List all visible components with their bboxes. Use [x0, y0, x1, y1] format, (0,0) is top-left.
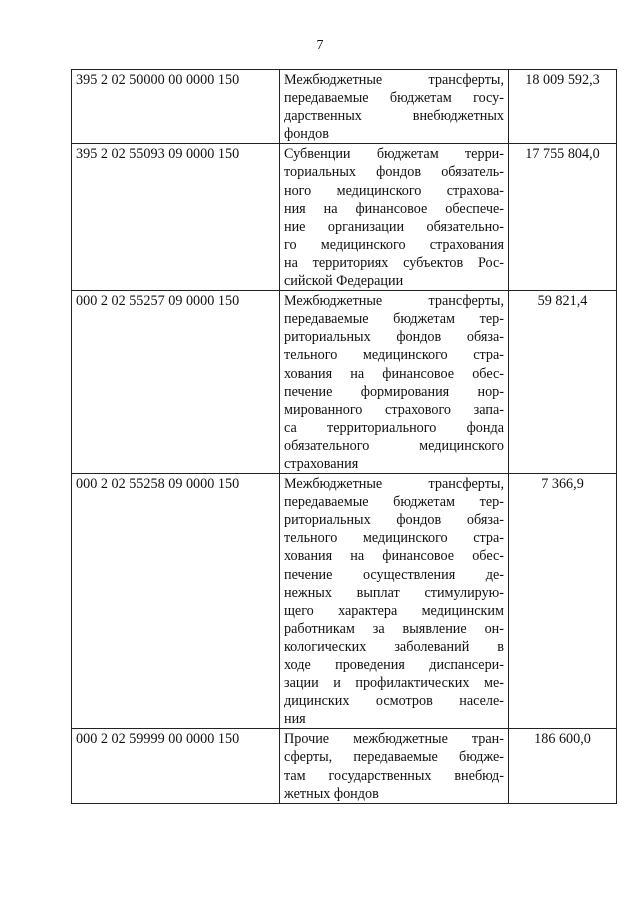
- description-line: печение осуществления де-: [284, 566, 504, 583]
- description-line: дицинских осмотров населе-: [284, 693, 504, 710]
- description-line: ного медицинского страхова-: [284, 182, 504, 199]
- description-line: мированного страхового запа-: [284, 401, 504, 418]
- description-line: печение формирования нор-: [284, 383, 504, 400]
- description-line: там государственных внебюд-: [284, 767, 504, 784]
- budget-classification-code: 395 2 02 50000 00 0000 150: [72, 70, 280, 144]
- amount-value: 18 009 592,3: [509, 70, 617, 144]
- revenue-description: [280, 729, 509, 803]
- revenue-description: [280, 70, 509, 144]
- description-line: сферты, передаваемые бюдже-: [284, 749, 504, 766]
- description-line: тельного медицинского стра-: [284, 347, 504, 364]
- description-line: фондов: [284, 126, 329, 143]
- table-row: [72, 144, 617, 291]
- budget-classification-code: 395 2 02 55093 09 0000 150: [72, 144, 280, 291]
- description-line: передаваемые бюджетам тер-: [284, 311, 504, 328]
- budget-classification-code: 000 2 02 59999 00 0000 150: [72, 729, 280, 803]
- revenue-description: [280, 144, 509, 291]
- amount-value: 59 821,4: [509, 291, 617, 474]
- table-body: [72, 70, 617, 804]
- description-line: ния: [284, 711, 306, 728]
- budget-classification-code: 000 2 02 55257 09 0000 150: [72, 291, 280, 474]
- description-line: Межбюджетные трансферты,: [284, 476, 504, 493]
- amount-value: 186 600,0: [509, 729, 617, 803]
- description-line: Межбюджетные трансферты,: [284, 72, 504, 88]
- description-line: тельного медицинского стра-: [284, 530, 504, 547]
- table-row: [72, 729, 617, 803]
- description-line: передаваемые бюджетам тер-: [284, 494, 504, 511]
- page-number: 7: [316, 38, 324, 53]
- description-line: Межбюджетные трансферты,: [284, 293, 504, 310]
- description-line: кологических заболеваний в: [284, 638, 504, 655]
- description-line: страхования: [284, 455, 359, 472]
- description-line: работникам за выявление он-: [284, 620, 504, 637]
- description-line: ние организации обязательно-: [284, 218, 504, 235]
- description-line: хования на финансовое обес-: [284, 365, 504, 382]
- description-line: са территориального фонда: [284, 419, 504, 436]
- description-line: обязательного медицинского: [284, 437, 504, 454]
- description-line: риториальных фондов обяза-: [284, 512, 504, 529]
- description-line: ходе проведения диспансери-: [284, 657, 504, 673]
- description-line: передаваемые бюджетам госу-: [284, 90, 504, 107]
- table-row: [72, 291, 617, 474]
- description-line: сийской Федерации: [284, 273, 404, 290]
- description-line: ториальных фондов обязатель-: [284, 164, 504, 181]
- description-line: на территориях субъектов Рос-: [284, 254, 504, 271]
- description-line: ния на финансовое обеспече-: [284, 200, 504, 217]
- description-line: зации и профилактических ме-: [284, 675, 504, 692]
- table-row: [72, 474, 617, 729]
- description-line: жетных фондов: [284, 785, 379, 802]
- revenue-description: [280, 474, 509, 729]
- description-line: нежных выплат стимулирую-: [284, 584, 504, 601]
- description-line: го медицинского страхования: [284, 236, 504, 253]
- budget-classification-code: 000 2 02 55258 09 0000 150: [72, 474, 280, 729]
- budget-revenue-table: [71, 69, 617, 804]
- table-row: [72, 70, 617, 144]
- amount-value: 17 755 804,0: [509, 144, 617, 291]
- description-line: дарственных внебюджетных: [284, 108, 504, 125]
- description-line: Прочие межбюджетные тран-: [284, 731, 504, 748]
- description-line: щего характера медицинским: [284, 602, 504, 619]
- description-line: Субвенции бюджетам терри-: [284, 146, 504, 163]
- amount-value: 7 366,9: [509, 474, 617, 729]
- description-line: хования на финансовое обес-: [284, 548, 504, 565]
- description-line: риториальных фондов обяза-: [284, 329, 504, 346]
- revenue-description: [280, 291, 509, 474]
